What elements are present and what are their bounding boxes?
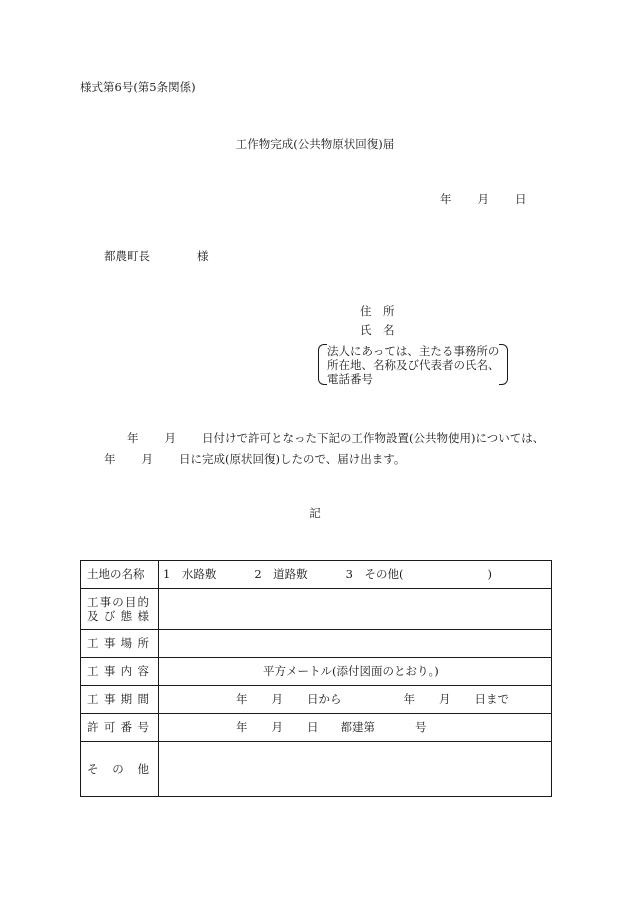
table-row-permit bbox=[81, 714, 552, 742]
period-end-day: 日まで bbox=[474, 692, 509, 707]
permit-year: 年 bbox=[236, 720, 248, 735]
period-label bbox=[81, 686, 159, 714]
addressee bbox=[104, 251, 209, 263]
body-text: 日付けで許可となった下記の工作物設置(公共物使用)については、 bbox=[202, 431, 545, 445]
period-start-year: 年 bbox=[236, 692, 248, 707]
period-start-month: 月 bbox=[271, 692, 283, 707]
permit-suffix: 号 bbox=[415, 720, 427, 735]
land-option-3: 3 その他( bbox=[345, 567, 404, 582]
period-start-day: 日から bbox=[307, 692, 342, 707]
purpose-label bbox=[81, 589, 159, 630]
date-year: 年 bbox=[440, 192, 452, 206]
purpose-label-line2: 及び態様 bbox=[87, 609, 149, 623]
purpose-value[interactable] bbox=[159, 589, 552, 630]
content-label-text: 工事内容 bbox=[87, 664, 149, 679]
permit-day: 日 bbox=[307, 720, 319, 735]
form-number: 様式第6号(第5条関係) bbox=[80, 80, 196, 94]
table-row-purpose bbox=[81, 589, 552, 630]
corporation-note-text bbox=[327, 344, 500, 386]
corporation-note-line: 所在地、名称及び代表者の氏名、 bbox=[327, 358, 500, 372]
content-label bbox=[81, 658, 159, 686]
date-line bbox=[440, 194, 527, 206]
body-year: 年 bbox=[127, 431, 139, 445]
land-option-3-close: ) bbox=[487, 567, 492, 582]
addressee-name: 都農町長 bbox=[104, 249, 150, 263]
document-title: 工作物完成(公共物原状回復)届 bbox=[235, 137, 395, 151]
body-line-2 bbox=[104, 454, 405, 466]
period-value[interactable] bbox=[159, 686, 552, 714]
land-name-value[interactable] bbox=[159, 561, 552, 589]
land-option-1: 1 水路敷 bbox=[163, 567, 217, 582]
table-row-content bbox=[81, 658, 552, 686]
permit-label-text: 許可番号 bbox=[87, 720, 149, 735]
permit-value[interactable] bbox=[159, 714, 552, 742]
body-year: 年 bbox=[104, 452, 116, 466]
date-month: 月 bbox=[477, 192, 489, 206]
ki-heading: 記 bbox=[309, 506, 321, 520]
applicant-name-label: 氏 名 bbox=[360, 323, 395, 337]
land-option-2: 2 道路敷 bbox=[254, 567, 308, 582]
table-row-period bbox=[81, 686, 552, 714]
period-end-month: 月 bbox=[439, 692, 451, 707]
body-month: 月 bbox=[141, 452, 153, 466]
corporation-note bbox=[318, 343, 508, 385]
details-table bbox=[80, 560, 552, 797]
body-month: 月 bbox=[164, 431, 176, 445]
body-line-1 bbox=[127, 433, 544, 445]
permit-prefix: 都建第 bbox=[340, 720, 375, 735]
other-label-text: その他 bbox=[87, 761, 149, 776]
corporation-note-line: 法人にあっては、主たる事務所の bbox=[327, 344, 500, 358]
location-label-text: 工事場所 bbox=[87, 636, 149, 651]
addressee-honorific: 様 bbox=[197, 249, 209, 263]
right-bracket bbox=[499, 344, 508, 385]
corporation-note-line: 電話番号 bbox=[327, 372, 373, 386]
location-value[interactable] bbox=[159, 630, 552, 658]
table-row-location bbox=[81, 630, 552, 658]
content-value[interactable] bbox=[159, 658, 552, 686]
table-row-other bbox=[81, 742, 552, 797]
period-end-year: 年 bbox=[403, 692, 415, 707]
table-row-land-name bbox=[81, 561, 552, 589]
land-name-label: 土地の名称 bbox=[81, 561, 159, 589]
permit-label bbox=[81, 714, 159, 742]
other-value[interactable] bbox=[159, 742, 552, 797]
purpose-label-line1: 工事の目的 bbox=[87, 594, 149, 609]
other-label bbox=[81, 742, 159, 797]
date-day: 日 bbox=[515, 192, 527, 206]
body-text: 日に完成(原状回復)したので、届け出ます。 bbox=[179, 452, 406, 466]
location-label bbox=[81, 630, 159, 658]
permit-month: 月 bbox=[271, 720, 283, 735]
period-label-text: 工事期間 bbox=[87, 692, 149, 707]
content-text: 平方メートル(添付図面のとおり。) bbox=[263, 664, 439, 679]
applicant-address-label: 住 所 bbox=[360, 304, 395, 318]
left-bracket bbox=[318, 344, 327, 385]
